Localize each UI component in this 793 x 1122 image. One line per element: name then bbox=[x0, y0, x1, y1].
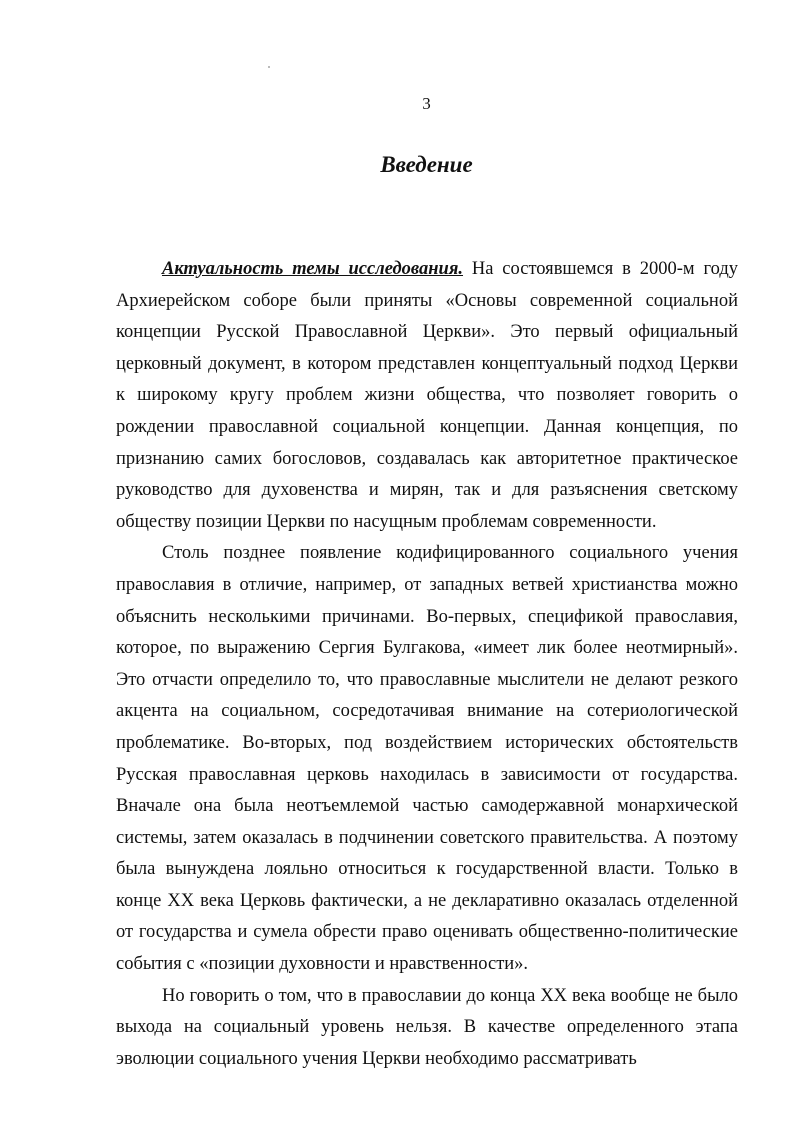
paragraph-social-level: Но говорить о том, что в православии до конца XX века вообще не было выхода на социальный уровень нельзя. В качестве определенного этапа эволюции социального учения Церкви необходимо рассматривать bbox=[116, 985, 738, 1069]
paragraph-relevance bbox=[116, 254, 738, 538]
page-number: 3 bbox=[422, 94, 431, 113]
page-title: Введение bbox=[380, 152, 473, 177]
paragraph-lead-heading: Актуальность темы исследования. bbox=[162, 259, 464, 279]
paragraph-text: На состоявшемся в 2000-м году Архиерейском соборе были приняты «Основы современной социальной концепции Русской Православной Церкви». Это первый официальный церковный документ, в котором представлен концептуальный подход Церкви к широкому кругу проблем жизни общества, что позволяет говорить о рождении православной социальной концепции. Данная концепция, по признанию самих богословов, создавалась как авторитетное практическое руководство для духовенства и мирян, так и для разъяснения светскому обществу позиции Церкви по насущным проблемам современности. bbox=[116, 259, 739, 532]
body-text bbox=[116, 254, 738, 1075]
scan-speck bbox=[268, 66, 270, 68]
paragraph-reasons: Столь позднее появление кодифицированного социального учения православия в отличие, например, от западных ветвей христианства можно объяснить несколькими причинами. Во-первых, спецификой православия, которое, по выражению Сергия Булгакова, «имеет лик более неотмирный». Это отчасти определило то, что православные мыслители не делают резкого акцента на социальном, сосредотачивая внимание на сотериологической проблематике. Во-вторых, под воздействием исторических обстоятельств Русская православная церковь находилась в зависимости от государства. Вначале она была неотъемлемой частью самодержавной монархической системы, затем оказалась в подчинении советского правительства. А поэтому была вынуждена лояльно относиться к государственной власти. Только в конце XX века Церковь фактически, а не декларативно оказалась отделенной от государства и сумела обрести право оценивать общественно-политические события с «позиции духовности и нравственности». bbox=[116, 543, 738, 975]
